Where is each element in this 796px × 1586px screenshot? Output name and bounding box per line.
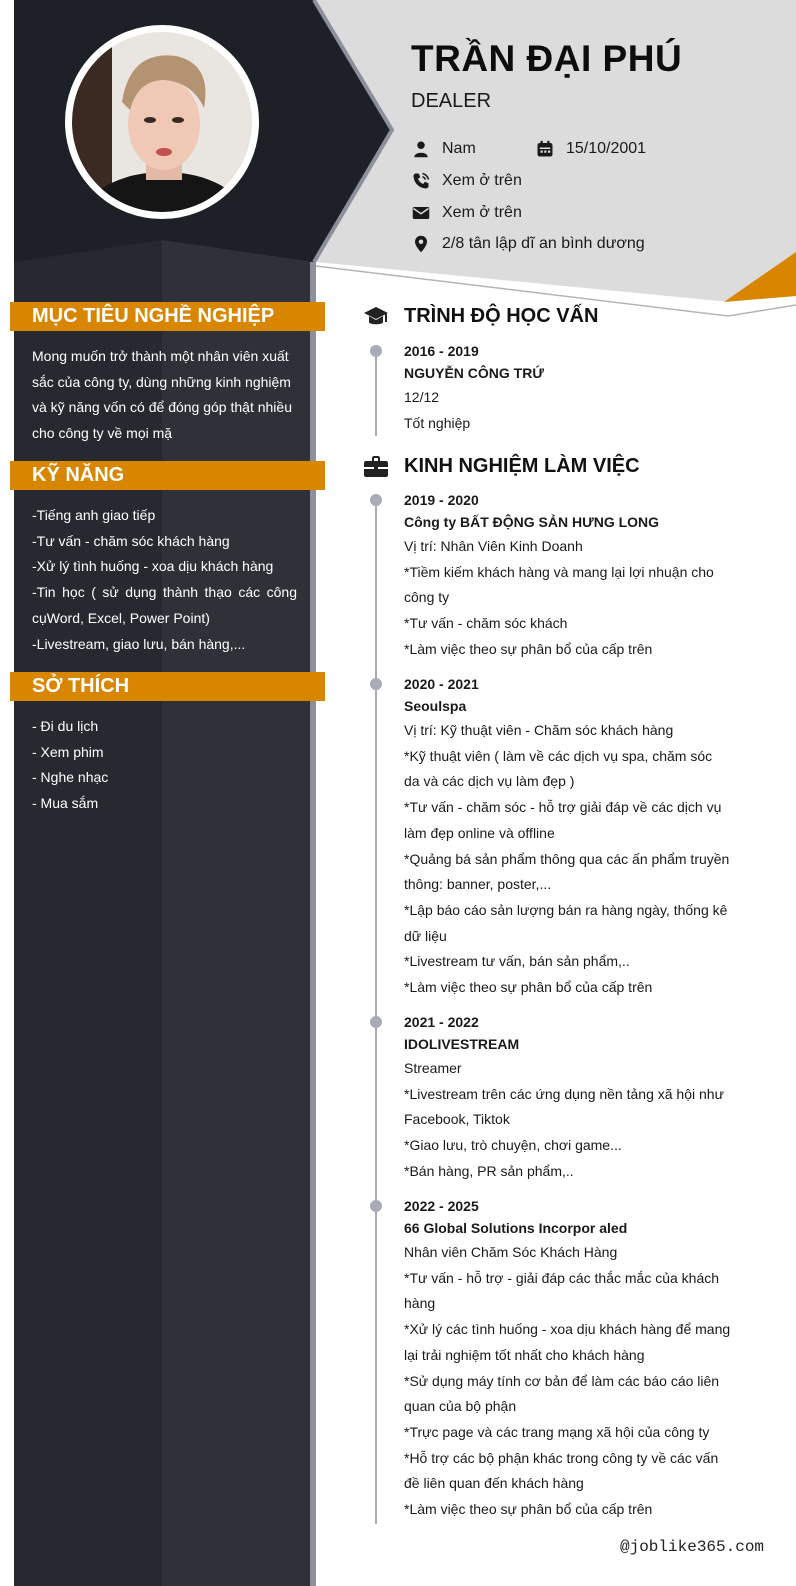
hobby-item: - Xem phim	[32, 743, 104, 760]
birthday-value: 15/10/2001	[566, 140, 647, 157]
skill-item: -Tin học ( sử dụng thành thạo các công	[32, 584, 297, 601]
graduation-cap-icon	[363, 305, 389, 329]
entry-line: *Kỹ thuật viên ( làm về các dịch vụ spa, chăm sóc	[404, 747, 713, 764]
skills-list	[32, 503, 297, 657]
entry-line: lại trải nghiệm tốt nhất cho khách hàng	[404, 1346, 645, 1363]
entry-line: đề liên quan đến khách hàng	[404, 1475, 584, 1492]
gender-row	[411, 139, 476, 159]
entry-line: *Làm việc theo sự phân bổ của cấp trên	[404, 1501, 653, 1518]
user-icon	[411, 139, 431, 159]
entry-line: quan của bộ phận	[404, 1398, 517, 1415]
birthday-row	[535, 139, 646, 159]
entry-period: 2022 - 2025	[404, 1198, 479, 1214]
skill-item: -Tư vấn - chăm sóc khách hàng	[32, 532, 230, 549]
entry-line: *Bán hàng, PR sản phẩm,..	[404, 1162, 574, 1179]
entry-line: Facebook, Tiktok	[404, 1111, 510, 1128]
timeline-dot	[370, 494, 382, 506]
entry-line: hàng	[404, 1295, 436, 1312]
experience-timeline	[375, 500, 377, 1524]
briefcase-icon	[363, 455, 389, 479]
entry-line: *Làm việc theo sự phân bổ của cấp trên	[404, 979, 653, 996]
phone-icon	[411, 171, 431, 191]
timeline-dot	[370, 345, 382, 357]
education-entry	[404, 341, 734, 436]
entry-line: *Livestream trên các ứng dụng nền tảng xã hội như	[404, 1085, 724, 1102]
entry-line: làm đẹp online và offline	[404, 824, 555, 841]
entry-line: *Xử lý các tình huống - xoa dịu khách hàng để mang	[404, 1321, 731, 1338]
entry-line: *Hỗ trợ các bộ phận khác trong công ty về các vấn	[404, 1449, 719, 1466]
timeline-dot	[370, 678, 382, 690]
entry-line: Streamer	[404, 1060, 462, 1076]
objective-line: Mong muốn trở thành một nhân viên xuất	[32, 348, 289, 364]
watermark-text: @joblike365.com	[620, 1538, 765, 1556]
entry-line: công ty	[404, 589, 450, 606]
gender-value: Nam	[442, 140, 476, 157]
address-value: 2/8 tân lập dĩ an bình dương	[442, 235, 645, 252]
entry-organization: NGUYỄN CÔNG TRỨ	[404, 365, 544, 381]
profile-photo	[65, 25, 259, 219]
entry-organization: IDOLIVESTREAM	[404, 1036, 520, 1052]
entry-line: *Quảng bá sản phẩm thông qua các ấn phẩm truyền	[404, 850, 730, 867]
entry-line: Vị trí: Kỹ thuật viên - Chăm sóc khách hàng	[404, 722, 674, 738]
entry-line: thông: banner, poster,...	[404, 876, 552, 893]
entry-line: *Lập báo cáo sản lượng bán ra hàng ngày, thống kê	[404, 901, 728, 918]
entry-line: *Làm việc theo sự phân bổ của cấp trên	[404, 640, 653, 657]
timeline-dot	[370, 1016, 382, 1028]
entry-line: *Giao lưu, trò chuyện, chơi game...	[404, 1137, 622, 1154]
skill-item: cụWord, Excel, Power Point)	[32, 609, 210, 626]
experience-entry	[404, 1012, 734, 1185]
entry-period: 2019 - 2020	[404, 492, 479, 508]
email-row	[411, 203, 522, 223]
skill-item: -Xử lý tình huống - xoa dịu khách hàng	[32, 558, 274, 575]
entry-organization: Công ty BẤT ĐỘNG SẢN HƯNG LONG	[404, 514, 660, 530]
entry-organization: Seoulspa	[404, 698, 467, 714]
entry-line: da và các dịch vụ làm đẹp )	[404, 773, 575, 790]
entry-period: 2021 - 2022	[404, 1014, 479, 1030]
experience-entry	[404, 490, 734, 663]
objective-line: và kỹ năng vốn có để đóng góp thật nhiều	[32, 399, 292, 416]
email-value: Xem ở trên	[442, 204, 522, 221]
objective-text	[32, 344, 297, 447]
entry-organization: 66 Global Solutions Incorpor aled	[404, 1220, 628, 1236]
calendar-icon	[535, 139, 555, 159]
entry-period: 2020 - 2021	[404, 676, 479, 692]
entry-period: 2016 - 2019	[404, 343, 479, 359]
entry-line: Tốt nghiệp	[404, 414, 471, 431]
education-timeline	[375, 350, 377, 436]
entry-line: *Trực page và các trang mạng xã hội của công ty	[404, 1423, 710, 1440]
entry-line: *Livestream tư vấn, bán sản phẩm,..	[404, 953, 630, 970]
skill-item: -Livestream, giao lưu, bán hàng,...	[32, 635, 246, 652]
hobby-item: - Nghe nhạc	[32, 769, 109, 786]
timeline-dot	[370, 1200, 382, 1212]
objective-heading: MỤC TIÊU NGHỀ NGHIỆP	[10, 302, 325, 331]
skills-heading: KỸ NĂNG	[10, 461, 325, 490]
phone-row	[411, 171, 522, 191]
entry-line: *Tiềm kiếm khách hàng và mang lại lợi nhuận cho	[404, 563, 714, 580]
job-title: DEALER	[411, 90, 492, 112]
entry-line: 12/12	[404, 389, 440, 405]
entry-line: *Sử dụng máy tính cơ bản để làm các báo cáo liên	[404, 1372, 720, 1389]
objective-line: cho công ty về mọi mặ	[32, 425, 173, 442]
entry-line: Vị trí: Nhân Viên Kinh Doanh	[404, 538, 583, 554]
objective-line: sắc của công ty, dùng những kinh nghiệm	[32, 373, 291, 390]
entry-line: Nhân viên Chăm Sóc Khách Hàng	[404, 1244, 618, 1260]
entry-line: dữ liệu	[404, 927, 447, 944]
candidate-name: TRẦN ĐẠI PHÚ	[411, 38, 683, 79]
phone-value: Xem ở trên	[442, 172, 522, 189]
hobbies-list	[32, 714, 297, 817]
hobby-item: - Đi du lịch	[32, 718, 99, 734]
entry-line: *Tư vấn - chăm sóc - hỗ trợ giải đáp về các dịch vụ	[404, 799, 722, 816]
location-pin-icon	[411, 234, 431, 254]
envelope-icon	[411, 203, 431, 223]
hobbies-heading: SỞ THÍCH	[10, 672, 325, 701]
experience-entry	[404, 674, 734, 1001]
entry-line: *Tư vấn - chăm sóc khách	[404, 615, 568, 632]
experience-entry	[404, 1196, 734, 1523]
experience-heading: KINH NGHIỆM LÀM VIỆC	[404, 455, 640, 477]
hobby-item: - Mua sắm	[32, 795, 99, 812]
education-heading: TRÌNH ĐỘ HỌC VẤN	[404, 305, 599, 327]
address-row	[411, 234, 645, 254]
skill-item: -Tiếng anh giao tiếp	[32, 507, 156, 523]
entry-line: *Tư vấn - hỗ trợ - giải đáp các thắc mắc của khách	[404, 1269, 720, 1286]
